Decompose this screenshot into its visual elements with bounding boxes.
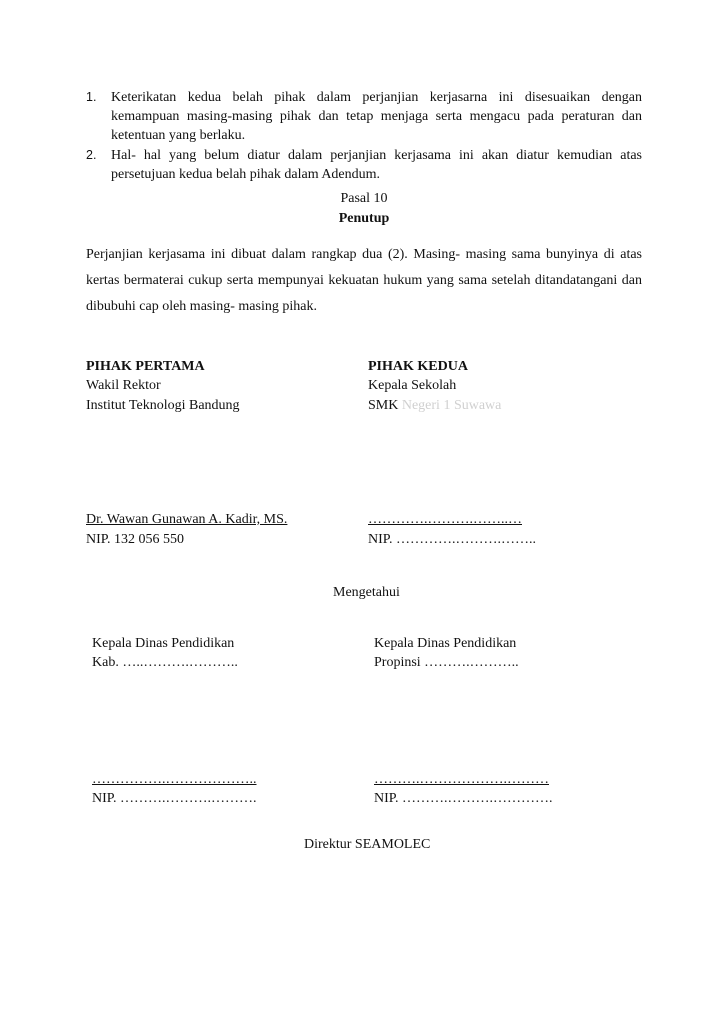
party-one-position: Wakil Rektor — [86, 378, 161, 393]
clause-text: Keterikatan kedua belah pihak dalam perjanjian kerjasarna ini disesuaikan dengan kemampuan masing-masing pihak dan tetap menjaga serta mengacu pada peraturan dan ketentuan yang berlaku. — [111, 90, 642, 143]
party-two-institution — [368, 398, 501, 414]
party-one-institution: Institut Teknologi Bandung — [86, 398, 240, 413]
party-two-position: Kepala Sekolah — [368, 378, 457, 393]
witness-two-region: Propinsi ……….……….. — [374, 655, 519, 670]
party-one-signatory: Dr. Wawan Gunawan A. Kadir, MS. — [86, 512, 288, 527]
witness-one-position: Kepala Dinas Pendidikan — [92, 636, 235, 651]
witness-one-nip: NIP. ……….……….………. — [92, 791, 257, 806]
party-two-nip: NIP. ………….……….…….. — [368, 532, 537, 547]
clause-number: 2. — [86, 148, 97, 162]
director-label: Direktur SEAMOLEC — [304, 837, 431, 852]
witness-label: Mengetahui — [333, 585, 400, 600]
party-one-nip: NIP. 132 056 550 — [86, 532, 185, 547]
clause-list — [86, 88, 642, 185]
pasal-number: Pasal 10 — [340, 191, 388, 206]
pasal-title: Penutup — [338, 211, 390, 226]
party-one-heading: PIHAK PERTAMA — [86, 359, 205, 374]
party-two-heading: PIHAK KEDUA — [368, 359, 468, 374]
party-two-institution-prefix: SMK — [368, 398, 399, 413]
clause-item — [86, 88, 642, 145]
party-two-institution-faded: Negeri 1 Suwawa — [401, 398, 502, 413]
clause-text: Hal- hal yang belum diatur dalam perjanjian kerjasama ini akan diatur kemudian atas persetujuan kedua belah pihak dalam Adendum. — [111, 148, 642, 182]
closing-paragraph: Perjanjian kerjasama ini dibuat dalam rangkap dua (2). Masing- masing sama bunyinya di atas kertas bermaterai cukup serta mempunyai kekuatan hukum yang sama setelah ditandatangani dan dibubuhi cap oleh masing- masing pihak. — [86, 247, 642, 314]
party-two-signatory: ………….……….……..… — [368, 512, 522, 527]
witness-two-nip: NIP. ……….……….…………. — [374, 791, 553, 806]
witness-one-region: Kab. …..……….……….. — [92, 655, 238, 670]
witness-two-position: Kepala Dinas Pendidikan — [374, 636, 517, 651]
witness-one-signatory: …………….……………….. — [92, 772, 257, 787]
witness-two-signatory: ……….……………….……… — [374, 772, 549, 787]
clause-number: 1. — [86, 90, 97, 104]
clause-item — [86, 146, 642, 184]
